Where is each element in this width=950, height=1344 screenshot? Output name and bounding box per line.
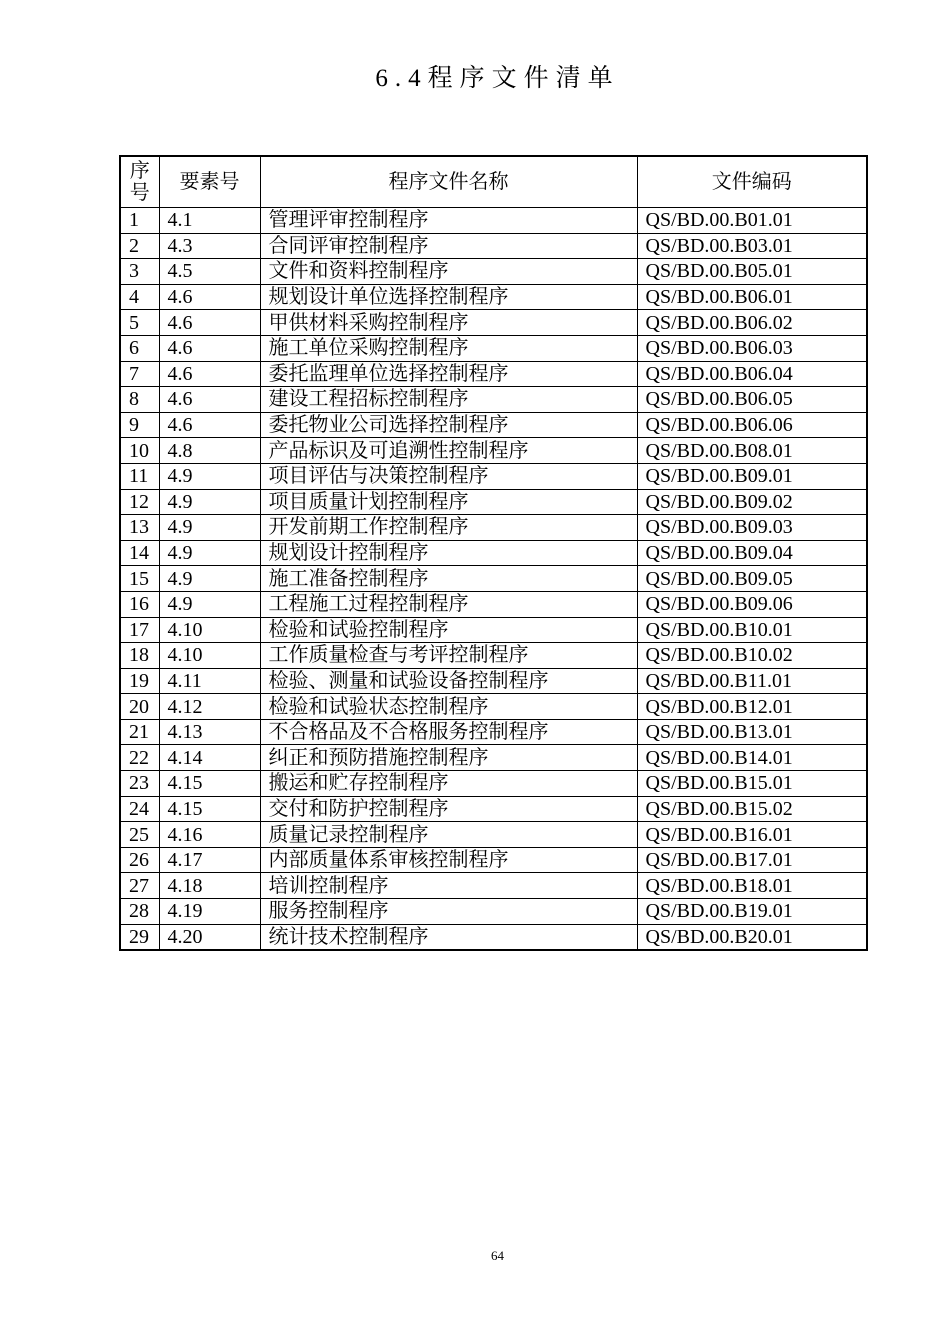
cell-serial-number: 17 bbox=[120, 617, 159, 643]
table-row bbox=[120, 899, 867, 925]
cell-serial-number: 27 bbox=[120, 873, 159, 899]
table-row bbox=[120, 643, 867, 669]
table-row bbox=[120, 489, 867, 515]
cell-document-name: 检验和试验状态控制程序 bbox=[260, 694, 637, 720]
table-row bbox=[120, 208, 867, 234]
cell-document-code: QS/BD.00.B17.01 bbox=[637, 847, 867, 873]
cell-document-code: QS/BD.00.B06.05 bbox=[637, 387, 867, 413]
cell-serial-number: 8 bbox=[120, 387, 159, 413]
cell-serial-number: 23 bbox=[120, 771, 159, 797]
cell-serial-number: 9 bbox=[120, 412, 159, 438]
table-row bbox=[120, 566, 867, 592]
cell-element-number: 4.9 bbox=[159, 489, 260, 515]
cell-document-code: QS/BD.00.B09.04 bbox=[637, 540, 867, 566]
table-row bbox=[120, 745, 867, 771]
cell-document-code: QS/BD.00.B06.06 bbox=[637, 412, 867, 438]
cell-serial-number: 15 bbox=[120, 566, 159, 592]
cell-serial-number: 19 bbox=[120, 668, 159, 694]
table-row bbox=[120, 515, 867, 541]
cell-element-number: 4.16 bbox=[159, 822, 260, 848]
cell-serial-number: 29 bbox=[120, 924, 159, 950]
cell-element-number: 4.6 bbox=[159, 284, 260, 310]
cell-document-code: QS/BD.00.B05.01 bbox=[637, 259, 867, 285]
cell-document-name: 建设工程招标控制程序 bbox=[260, 387, 637, 413]
table-body bbox=[120, 208, 867, 951]
cell-element-number: 4.6 bbox=[159, 361, 260, 387]
cell-document-name: 规划设计控制程序 bbox=[260, 540, 637, 566]
table-row bbox=[120, 233, 867, 259]
cell-element-number: 4.20 bbox=[159, 924, 260, 950]
table-row bbox=[120, 259, 867, 285]
cell-document-code: QS/BD.00.B03.01 bbox=[637, 233, 867, 259]
table-row bbox=[120, 694, 867, 720]
header-serial-number: 序号 bbox=[120, 156, 159, 208]
cell-serial-number: 25 bbox=[120, 822, 159, 848]
cell-document-code: QS/BD.00.B13.01 bbox=[637, 719, 867, 745]
cell-document-code: QS/BD.00.B19.01 bbox=[637, 899, 867, 925]
cell-serial-number: 7 bbox=[120, 361, 159, 387]
header-element-number: 要素号 bbox=[159, 156, 260, 208]
cell-document-name: 开发前期工作控制程序 bbox=[260, 515, 637, 541]
cell-document-name: 交付和防护控制程序 bbox=[260, 796, 637, 822]
cell-element-number: 4.5 bbox=[159, 259, 260, 285]
cell-document-code: QS/BD.00.B15.01 bbox=[637, 771, 867, 797]
cell-document-name: 文件和资料控制程序 bbox=[260, 259, 637, 285]
cell-document-name: 纠正和预防措施控制程序 bbox=[260, 745, 637, 771]
cell-document-name: 项目评估与决策控制程序 bbox=[260, 463, 637, 489]
cell-element-number: 4.6 bbox=[159, 310, 260, 336]
cell-document-code: QS/BD.00.B11.01 bbox=[637, 668, 867, 694]
cell-serial-number: 13 bbox=[120, 515, 159, 541]
cell-element-number: 4.1 bbox=[159, 208, 260, 234]
cell-serial-number: 22 bbox=[120, 745, 159, 771]
cell-element-number: 4.9 bbox=[159, 540, 260, 566]
cell-serial-number: 26 bbox=[120, 847, 159, 873]
table-row bbox=[120, 719, 867, 745]
cell-serial-number: 14 bbox=[120, 540, 159, 566]
cell-serial-number: 4 bbox=[120, 284, 159, 310]
table-row bbox=[120, 310, 867, 336]
cell-document-name: 施工单位采购控制程序 bbox=[260, 335, 637, 361]
cell-serial-number: 16 bbox=[120, 591, 159, 617]
cell-document-name: 统计技术控制程序 bbox=[260, 924, 637, 950]
cell-element-number: 4.9 bbox=[159, 515, 260, 541]
cell-serial-number: 21 bbox=[120, 719, 159, 745]
cell-document-code: QS/BD.00.B14.01 bbox=[637, 745, 867, 771]
table-row bbox=[120, 822, 867, 848]
cell-serial-number: 28 bbox=[120, 899, 159, 925]
header-document-name: 程序文件名称 bbox=[260, 156, 637, 208]
cell-element-number: 4.3 bbox=[159, 233, 260, 259]
cell-element-number: 4.10 bbox=[159, 617, 260, 643]
cell-element-number: 4.15 bbox=[159, 771, 260, 797]
cell-document-name: 管理评审控制程序 bbox=[260, 208, 637, 234]
cell-element-number: 4.9 bbox=[159, 591, 260, 617]
cell-document-code: QS/BD.00.B01.01 bbox=[637, 208, 867, 234]
cell-document-code: QS/BD.00.B15.02 bbox=[637, 796, 867, 822]
cell-document-code: QS/BD.00.B08.01 bbox=[637, 438, 867, 464]
cell-document-code: QS/BD.00.B12.01 bbox=[637, 694, 867, 720]
cell-serial-number: 20 bbox=[120, 694, 159, 720]
table-row bbox=[120, 412, 867, 438]
cell-document-code: QS/BD.00.B06.03 bbox=[637, 335, 867, 361]
table-row bbox=[120, 540, 867, 566]
cell-document-name: 项目质量计划控制程序 bbox=[260, 489, 637, 515]
cell-document-code: QS/BD.00.B06.04 bbox=[637, 361, 867, 387]
cell-element-number: 4.6 bbox=[159, 412, 260, 438]
cell-element-number: 4.12 bbox=[159, 694, 260, 720]
cell-document-name: 工程施工过程控制程序 bbox=[260, 591, 637, 617]
cell-serial-number: 24 bbox=[120, 796, 159, 822]
cell-document-name: 服务控制程序 bbox=[260, 899, 637, 925]
table-row bbox=[120, 463, 867, 489]
cell-element-number: 4.9 bbox=[159, 463, 260, 489]
procedure-document-table bbox=[119, 155, 868, 951]
cell-element-number: 4.15 bbox=[159, 796, 260, 822]
cell-document-code: QS/BD.00.B18.01 bbox=[637, 873, 867, 899]
header-document-code: 文件编码 bbox=[637, 156, 867, 208]
cell-element-number: 4.6 bbox=[159, 387, 260, 413]
table-row bbox=[120, 873, 867, 899]
cell-document-name: 质量记录控制程序 bbox=[260, 822, 637, 848]
cell-element-number: 4.11 bbox=[159, 668, 260, 694]
table-row bbox=[120, 617, 867, 643]
table-header bbox=[120, 156, 867, 208]
cell-serial-number: 3 bbox=[120, 259, 159, 285]
cell-document-code: QS/BD.00.B20.01 bbox=[637, 924, 867, 950]
cell-document-code: QS/BD.00.B06.01 bbox=[637, 284, 867, 310]
cell-document-name: 检验和试验控制程序 bbox=[260, 617, 637, 643]
cell-document-code: QS/BD.00.B09.02 bbox=[637, 489, 867, 515]
table-row bbox=[120, 796, 867, 822]
cell-serial-number: 6 bbox=[120, 335, 159, 361]
cell-document-code: QS/BD.00.B09.03 bbox=[637, 515, 867, 541]
cell-document-name: 内部质量体系审核控制程序 bbox=[260, 847, 637, 873]
cell-document-code: QS/BD.00.B10.01 bbox=[637, 617, 867, 643]
table-row bbox=[120, 591, 867, 617]
cell-element-number: 4.18 bbox=[159, 873, 260, 899]
cell-serial-number: 18 bbox=[120, 643, 159, 669]
table-row bbox=[120, 335, 867, 361]
cell-document-code: QS/BD.00.B06.02 bbox=[637, 310, 867, 336]
cell-document-code: QS/BD.00.B16.01 bbox=[637, 822, 867, 848]
table-row bbox=[120, 668, 867, 694]
cell-document-code: QS/BD.00.B09.06 bbox=[637, 591, 867, 617]
cell-document-name: 委托物业公司选择控制程序 bbox=[260, 412, 637, 438]
cell-serial-number: 12 bbox=[120, 489, 159, 515]
cell-document-name: 合同评审控制程序 bbox=[260, 233, 637, 259]
cell-element-number: 4.19 bbox=[159, 899, 260, 925]
cell-serial-number: 2 bbox=[120, 233, 159, 259]
page-title: 6.4程序文件清单 bbox=[375, 65, 620, 92]
table-row bbox=[120, 387, 867, 413]
table-row bbox=[120, 847, 867, 873]
cell-element-number: 4.6 bbox=[159, 335, 260, 361]
cell-document-name: 委托监理单位选择控制程序 bbox=[260, 361, 637, 387]
cell-document-name: 规划设计单位选择控制程序 bbox=[260, 284, 637, 310]
cell-document-name: 搬运和贮存控制程序 bbox=[260, 771, 637, 797]
cell-document-code: QS/BD.00.B10.02 bbox=[637, 643, 867, 669]
cell-serial-number: 1 bbox=[120, 208, 159, 234]
cell-document-name: 施工准备控制程序 bbox=[260, 566, 637, 592]
cell-serial-number: 5 bbox=[120, 310, 159, 336]
cell-document-name: 培训控制程序 bbox=[260, 873, 637, 899]
table-row bbox=[120, 924, 867, 950]
cell-document-code: QS/BD.00.B09.05 bbox=[637, 566, 867, 592]
cell-serial-number: 10 bbox=[120, 438, 159, 464]
cell-element-number: 4.17 bbox=[159, 847, 260, 873]
cell-document-name: 工作质量检查与考评控制程序 bbox=[260, 643, 637, 669]
cell-document-name: 检验、测量和试验设备控制程序 bbox=[260, 668, 637, 694]
cell-element-number: 4.9 bbox=[159, 566, 260, 592]
cell-document-name: 甲供材料采购控制程序 bbox=[260, 310, 637, 336]
cell-document-name: 不合格品及不合格服务控制程序 bbox=[260, 719, 637, 745]
cell-document-name: 产品标识及可追溯性控制程序 bbox=[260, 438, 637, 464]
header-row bbox=[120, 156, 867, 208]
cell-document-code: QS/BD.00.B09.01 bbox=[637, 463, 867, 489]
cell-element-number: 4.8 bbox=[159, 438, 260, 464]
cell-element-number: 4.14 bbox=[159, 745, 260, 771]
cell-element-number: 4.10 bbox=[159, 643, 260, 669]
table-row bbox=[120, 438, 867, 464]
table-row bbox=[120, 771, 867, 797]
cell-element-number: 4.13 bbox=[159, 719, 260, 745]
page-number: 64 bbox=[491, 1248, 504, 1263]
table-row bbox=[120, 284, 867, 310]
table-row bbox=[120, 361, 867, 387]
cell-serial-number: 11 bbox=[120, 463, 159, 489]
